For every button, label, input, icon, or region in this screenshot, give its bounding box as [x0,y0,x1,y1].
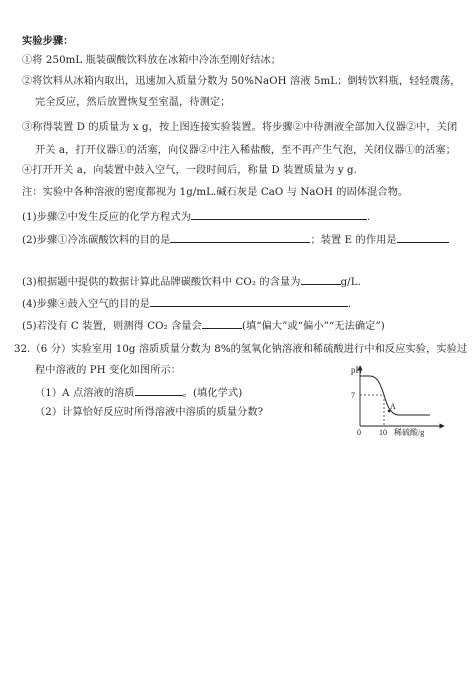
question-2-text-a: (2)步骤①冷冻碳酸饮料的目的是 [22,235,171,246]
question-4-end: . [347,299,352,310]
point-a-label: A [390,402,396,411]
question-1-text: (1)步骤②中发生反应的化学方程式为 [22,212,192,223]
step-1: ①将 250mL 瓶装碳酸饮料放在冰箱中冷冻至刚好结冰； [22,55,282,66]
problem-32-line-2: 程中溶液的 PH 变化如图所示： [35,365,182,376]
question-4-text: (4)步骤④鼓入空气的目的是 [22,299,150,310]
question-4-answer-blank[interactable] [150,296,348,307]
question-3-text-a: (3)根据题中提供的数据计算此品牌碳酸饮料中 CO₂ 的含量为 [22,277,301,288]
y-axis-label: pH [351,365,362,375]
step-2-line-a: ②将饮料从冰箱内取出，迅速加入质量分数为 50%NaOH 溶液 5mL；倒转饮料瓶，轻轻震荡， [22,76,461,87]
problem-32-sub-2: （2）计算恰好反应时所得溶液中溶质的质量分数? [35,407,264,418]
problem-32-sub-1 [35,385,242,401]
question-1 [22,209,370,225]
step-3-line-b: 开关 a，打开仪器①的活塞，向仪器②中注入稀盐酸，至不再产生气泡，关闭仪器①的活塞； [35,145,457,156]
sub-1-answer-blank[interactable] [135,385,183,396]
ph-curve-chart [348,364,448,438]
sub-1-text-b: 。(填化学式) [182,388,243,399]
step-4: ④打开开关 a，向装置中鼓入空气，一段时间后，称量 D 装置质量为 y g. [22,165,357,176]
step-2-line-b: 完全反应，然后放置恢复至室温，待测定； [35,97,231,108]
question-1-answer-blank[interactable] [191,209,367,220]
problem-32-line-1: 32.（6 分）实验室用 10g 溶质质量分数为 8%的氢氧化钠溶液和稀硫酸进行中和反应实验，实验过 [14,344,468,355]
question-2-answer-blank-b[interactable] [397,232,449,243]
question-5-text-b: (填“偏大”或“偏小”“无法确定”) [241,321,385,332]
question-1-end: . [367,212,371,223]
question-5 [22,318,385,334]
question-5-text-a: (5)若没有 C 装置，则测得 CO₂ 含量会 [22,321,202,332]
x-tick-0: 0 [357,428,361,437]
x-axis-label: 稀硫酸/g [394,428,425,437]
question-2-text-b: ；装置 E 的作用是 [310,235,397,246]
question-3 [22,274,361,290]
experiment-heading: 实验步骤： [22,35,74,47]
step-3-line-a: ③称得装置 D 的质量为 x g，按上图连接实验装置。将步骤②中待测液全部加入仪器②中，关闭 [22,122,458,133]
x-tick-10: 10 [379,428,387,437]
question-5-answer-blank[interactable] [202,318,242,329]
question-2-answer-blank-a[interactable] [170,232,310,243]
y-tick-7: 7 [351,391,355,400]
experiment-note: 注：实验中各种溶液的密度都视为 1g/mL.碱石灰是 CaO 与 NaOH 的固体混合物。 [22,187,409,198]
question-3-text-b: g/L. [340,277,361,288]
sub-1-text-a: （1）A 点溶液的溶质 [35,388,135,399]
question-2 [22,232,449,248]
question-4 [22,296,351,312]
question-3-answer-blank[interactable] [301,274,341,285]
